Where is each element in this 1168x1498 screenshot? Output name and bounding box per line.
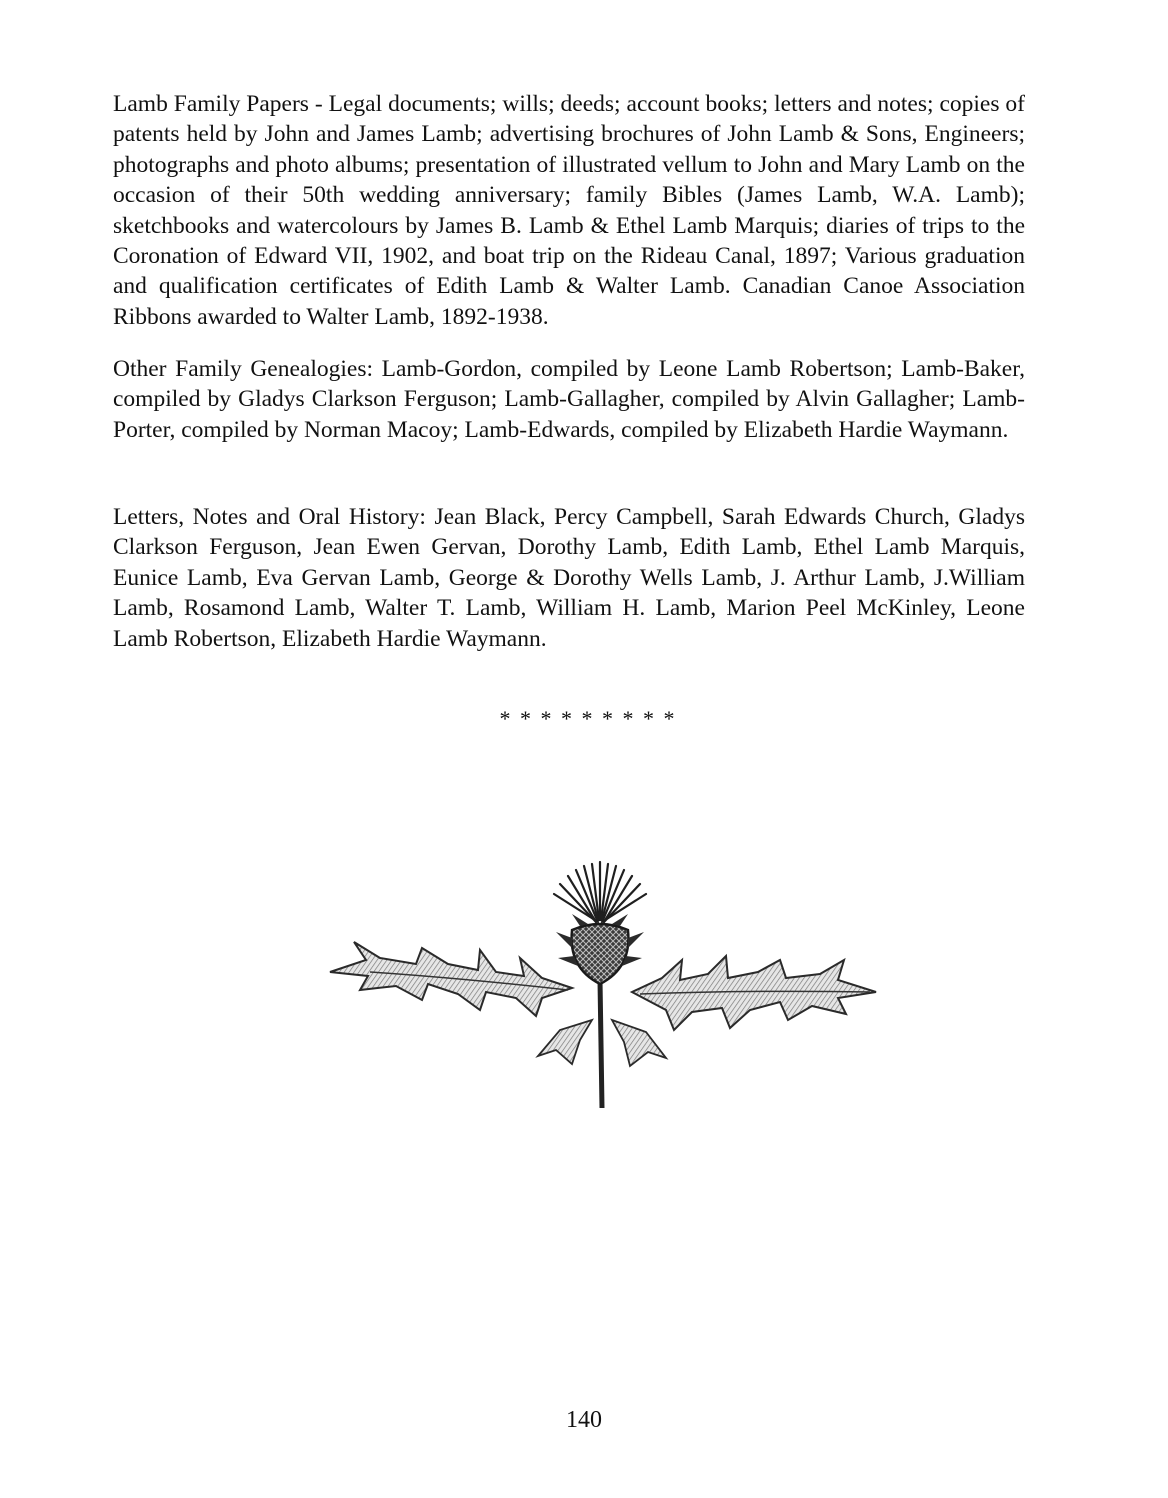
- page-number: 140: [566, 1407, 602, 1433]
- thistle-icon: [310, 860, 890, 1110]
- asterisk-separator: * * * * * * * * *: [499, 706, 677, 731]
- paragraph-other-family-genealogies: Other Family Genealogies: Lamb-Gordon, compiled by Leone Lamb Robertson; Lamb-Baker, compiled by Gladys Clarkson Ferguson; Lamb-Gallagher, compiled by Alvin Gallagher; Lamb-Porter, compiled by Norman Macoy; Lamb-Edwards, compiled by Elizabeth Hardie Waymann.: [113, 356, 1025, 443]
- paragraph-lamb-family-papers: Lamb Family Papers - Legal documents; wills; deeds; account books; letters and notes; copies of patents held by John and James Lamb; advertising brochures of John Lamb & Sons, Engineers; photographs and photo albums; presentation of illustrated vellum to John and Mary Lamb on the occasion of their 50th wedding anniversary; family Bibles (James Lamb, W.A. Lamb); sketchbooks and watercolours by James B. Lamb & Ethel Lamb Marquis; diaries of trips to the Coronation of Edward VII, 1902, and boat trip on the Rideau Canal, 1897; Various graduation and qualification certificates of Edith Lamb & Walter Lamb. Canadian Canoe Association Ribbons awarded to Walter Lamb, 1892-1938.: [113, 91, 1025, 330]
- paragraph-letters-notes-oral-history: Letters, Notes and Oral History: Jean Black, Percy Campbell, Sarah Edwards Church, Gladys Clarkson Ferguson, Jean Ewen Gervan, Dorothy Lamb, Edith Lamb, Ethel Lamb Marquis, Eunice Lamb, Eva Gervan Lamb, George & Dorothy Wells Lamb, J. Arthur Lamb, J.William Lamb, Rosamond Lamb, Walter T. Lamb, William H. Lamb, Marion Peel McKinley, Leone Lamb Robertson, Elizabeth Hardie Waymann.: [113, 504, 1025, 652]
